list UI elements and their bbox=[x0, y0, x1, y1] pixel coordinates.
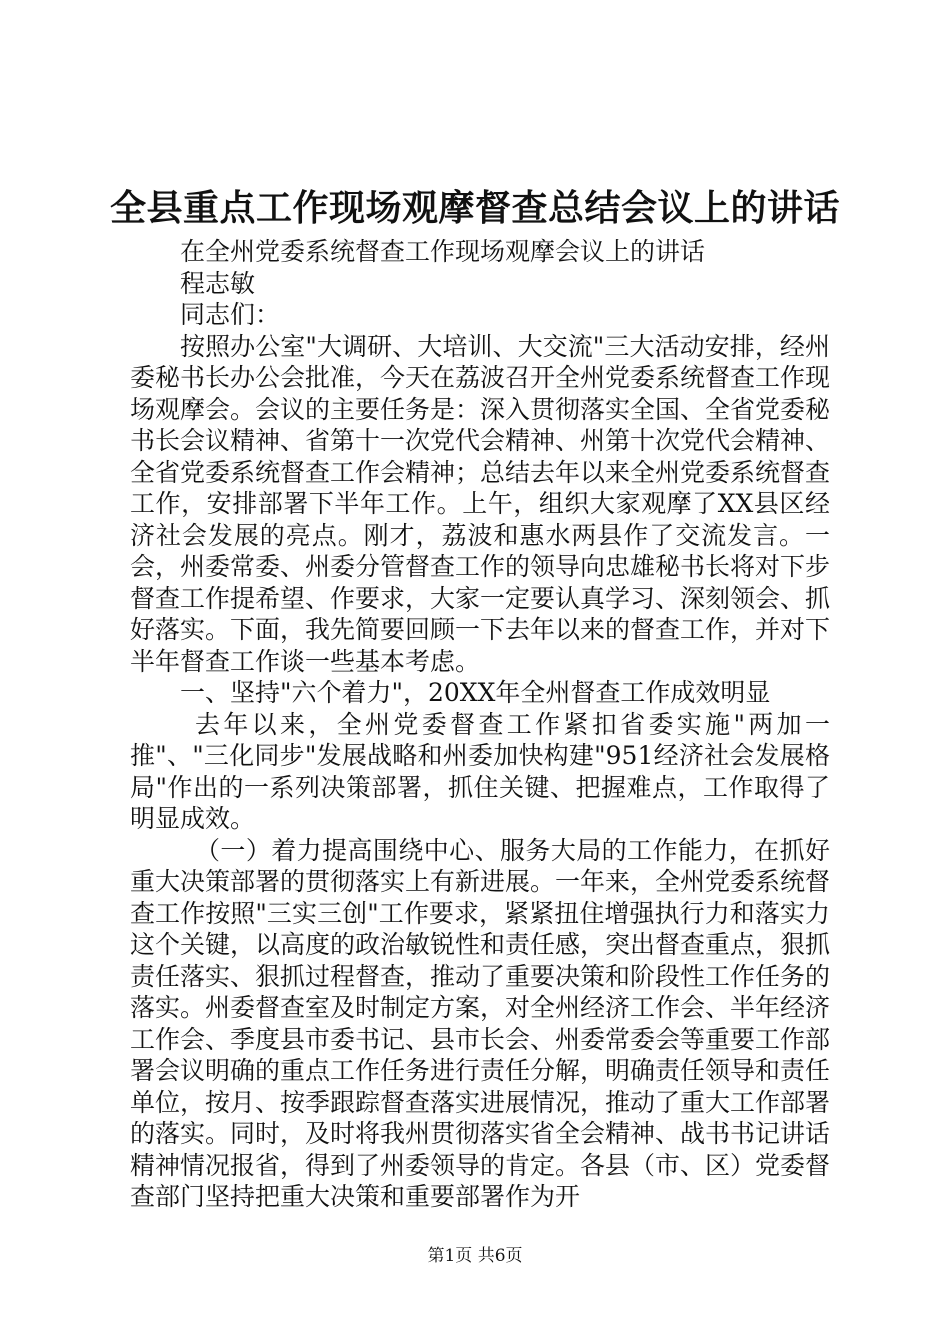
speech-subtitle: 在全州党委系统督查工作现场观摩会议上的讲话 bbox=[180, 237, 706, 266]
paragraph-point-one: （一）着力提高围绕中心、服务大局的工作能力，在抓好重大决策部署的贯彻落实上有新进展。一年来，全州党委系统督查工作按照"三实三创"工作要求，紧紧扭住增强执行力和落实力这个关键，以高度的政治敏锐性和责任感，突出督查重点，狠抓责任落实、狠抓过程督查，推动了重要决策和阶段性工作任务的落实。州委督查室及时制定方案，对全州经济工作会、半年经济工作会、季度县市委书记、县市长会、州委常委会等重要工作部署会议明确的重点工作任务进行责任分解，明确责任领导和责任单位，按月、按季跟踪督查落实进展情况，推动了重大工作部署的落实。同时，及时将我州贯彻落实省全会精神、战书书记讲话精神情况报省，得到了州委领导的肯定。各县（市、区）党委督查部门坚持把重大决策和重要部署作为开 bbox=[130, 835, 831, 1211]
section-heading: 一、坚持"六个着力"，20XX年全州督查工作成效明显 bbox=[180, 678, 771, 707]
document-title: 全县重点工作现场观摩督查总结会议上的讲话 bbox=[109, 188, 840, 229]
paragraph-summary: 去年以来，全州党委督查工作紧扣省委实施"两加一推"、"三化同步"发展战略和州委加快构建"951经济社会发展格局"作出的一系列决策部署，抓住关键、把握难点，工作取得了明显成效。 bbox=[130, 709, 830, 833]
salutation: 同志们： bbox=[180, 300, 281, 329]
paragraph-intro: 按照办公室"大调研、大培训、大交流"三大活动安排，经州委秘书长办公会批准，今天在荔波召开全州党委系统督查工作现场观摩会。会议的主要任务是：深入贯彻落实全国、全省党委秘书长会议精神、省第十一次党代会精神、州第十次党代会精神、全省党委系统督查工作会精神；总结去年以来全州党委系统督查工作，安排部署下半年工作。上午，组织大家观摩了XX县区经济社会发展的亮点。刚才，荔波和惠水两县作了交流发言。一会，州委常委、州委分管督查工作的领导向忠雄秘书长将对下步督查工作提希望、作要求，大家一定要认真学习、深刻领会、抓好落实。下面，我先简要回顾一下去年以来的督查工作，并对下半年督查工作谈一些基本考虑。 bbox=[130, 331, 831, 676]
document-body bbox=[130, 236, 830, 1213]
speaker-name: 程志敏 bbox=[180, 268, 256, 298]
page-footer: 第1页 共6页 bbox=[427, 1246, 523, 1266]
